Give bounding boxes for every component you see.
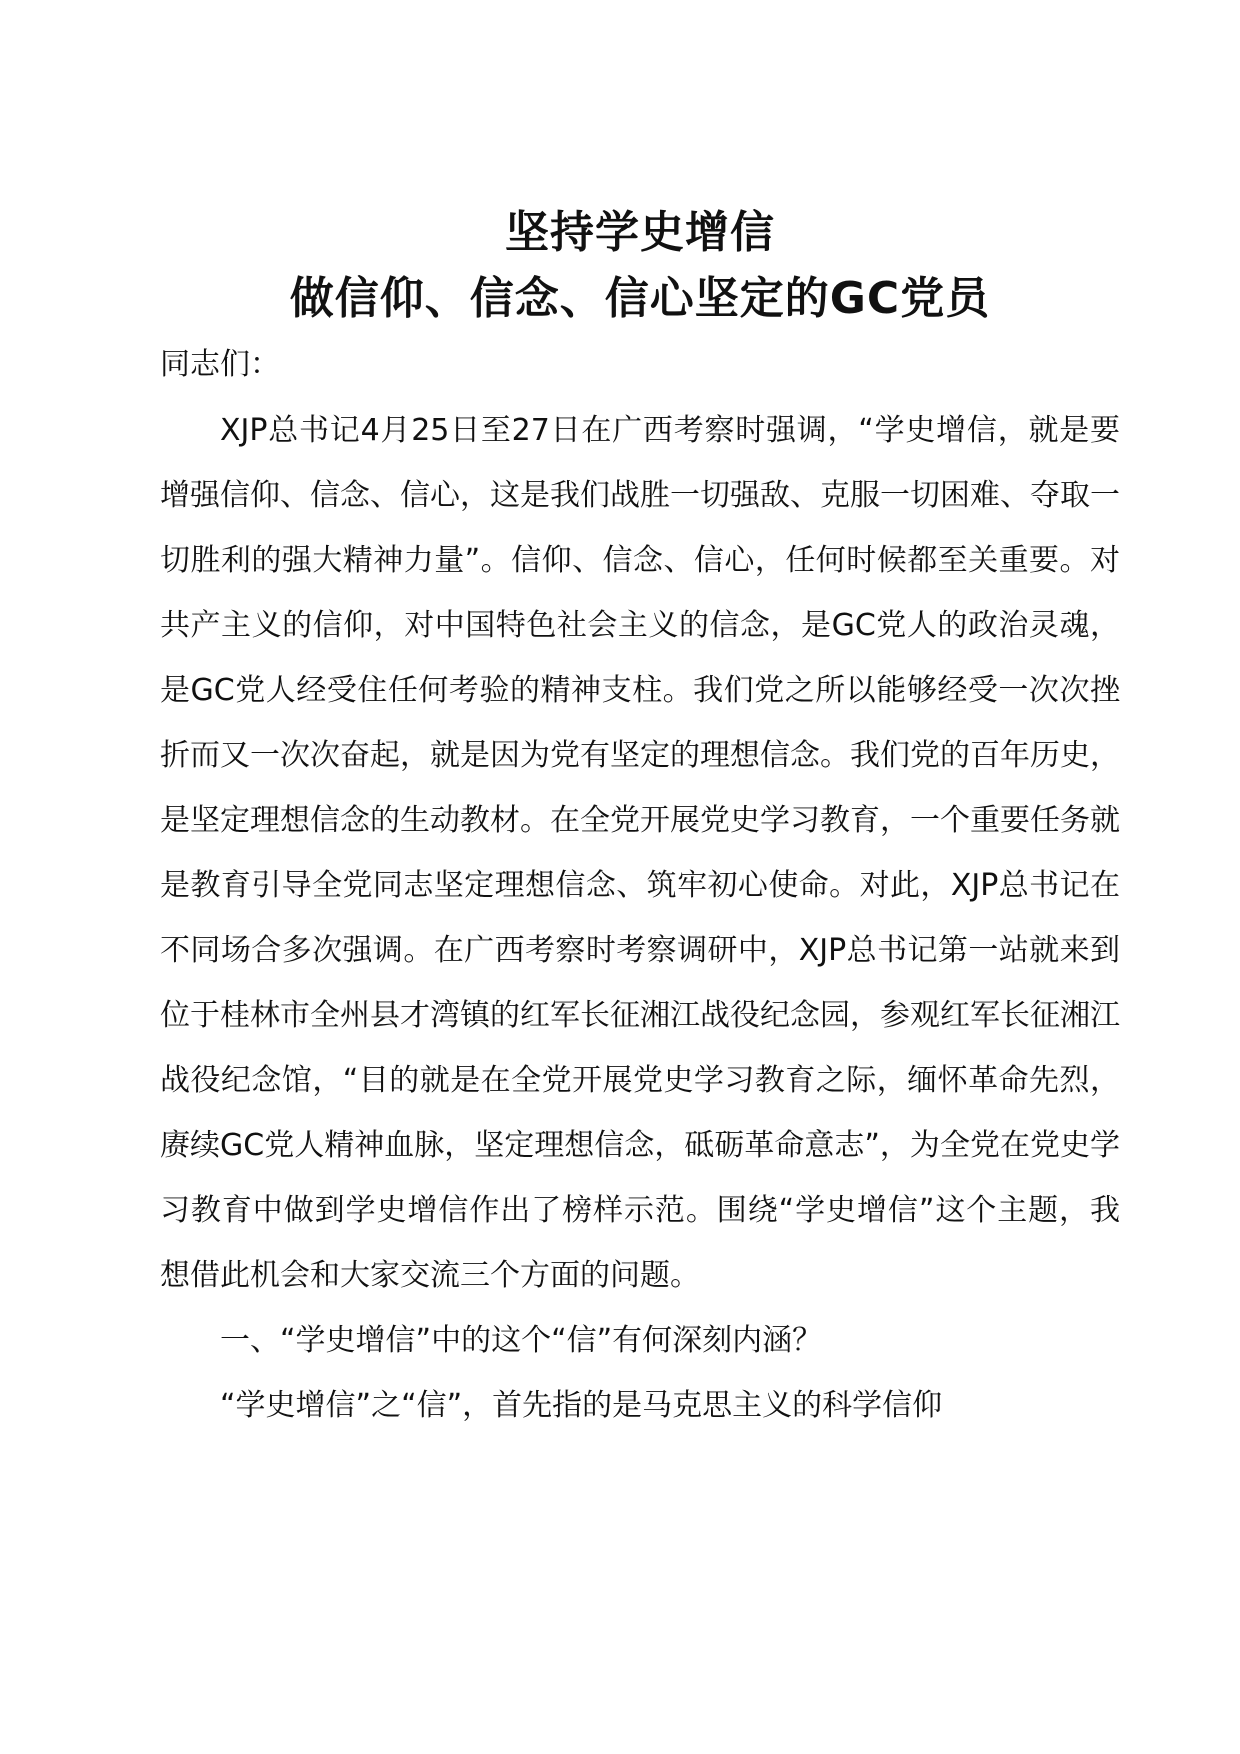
document-title-line1: 坚持学史增信	[505, 207, 775, 258]
body-paragraph: XJP总书记4月25日至27日在广西考察时强调，“学史增信，就是要增强信仰、信念、信心，这是我们战胜一切强敌、克服一切困难、夺取一切胜利的强大精神力量”。信仰、信念、信心，任何时候都至关重要。对共产主义的信仰，对中国特色社会主义的信念，是GC党人的政治灵魂，是GC党人经受住任何考验的精神支柱。我们党之所以能够经受一次次挫折而又一次次奋起，就是因为党有坚定的理想信念。我们党的百年历史，是坚定理想信念的生动教材。在全党开展党史学习教育，一个重要任务就是教育引导全党同志坚定理想信念、筑牢初心使命。对此，XJP总书记在不同场合多次强调。在广西考察时考察调研中，XJP总书记第一站就来到位于桂林市全州县才湾镇的红军长征湘江战役纪念园，参观红军长征湘江战役纪念馆，“目的就是在全党开展党史学习教育之际，缅怀革命先烈，赓续GC党人精神血脉，坚定理想信念，砥砺革命意志”，为全党在党史学习教育中做到学史增信作出了榜样示范。围绕“学史增信”这个主题，我想借此机会和大家交流三个方面的问题。	[160, 413, 1120, 1293]
document-title-line2: 做信仰、信念、信心坚定的GC党员	[289, 273, 991, 324]
body-paragraph: “学史增信”之“信”，首先指的是马克思主义的科学信仰	[220, 1388, 943, 1423]
document-page	[160, 200, 1120, 1438]
salutation: 同志们：	[160, 347, 280, 382]
section-heading: 一、“学史增信”中的这个“信”有何深刻内涵？	[220, 1323, 823, 1358]
